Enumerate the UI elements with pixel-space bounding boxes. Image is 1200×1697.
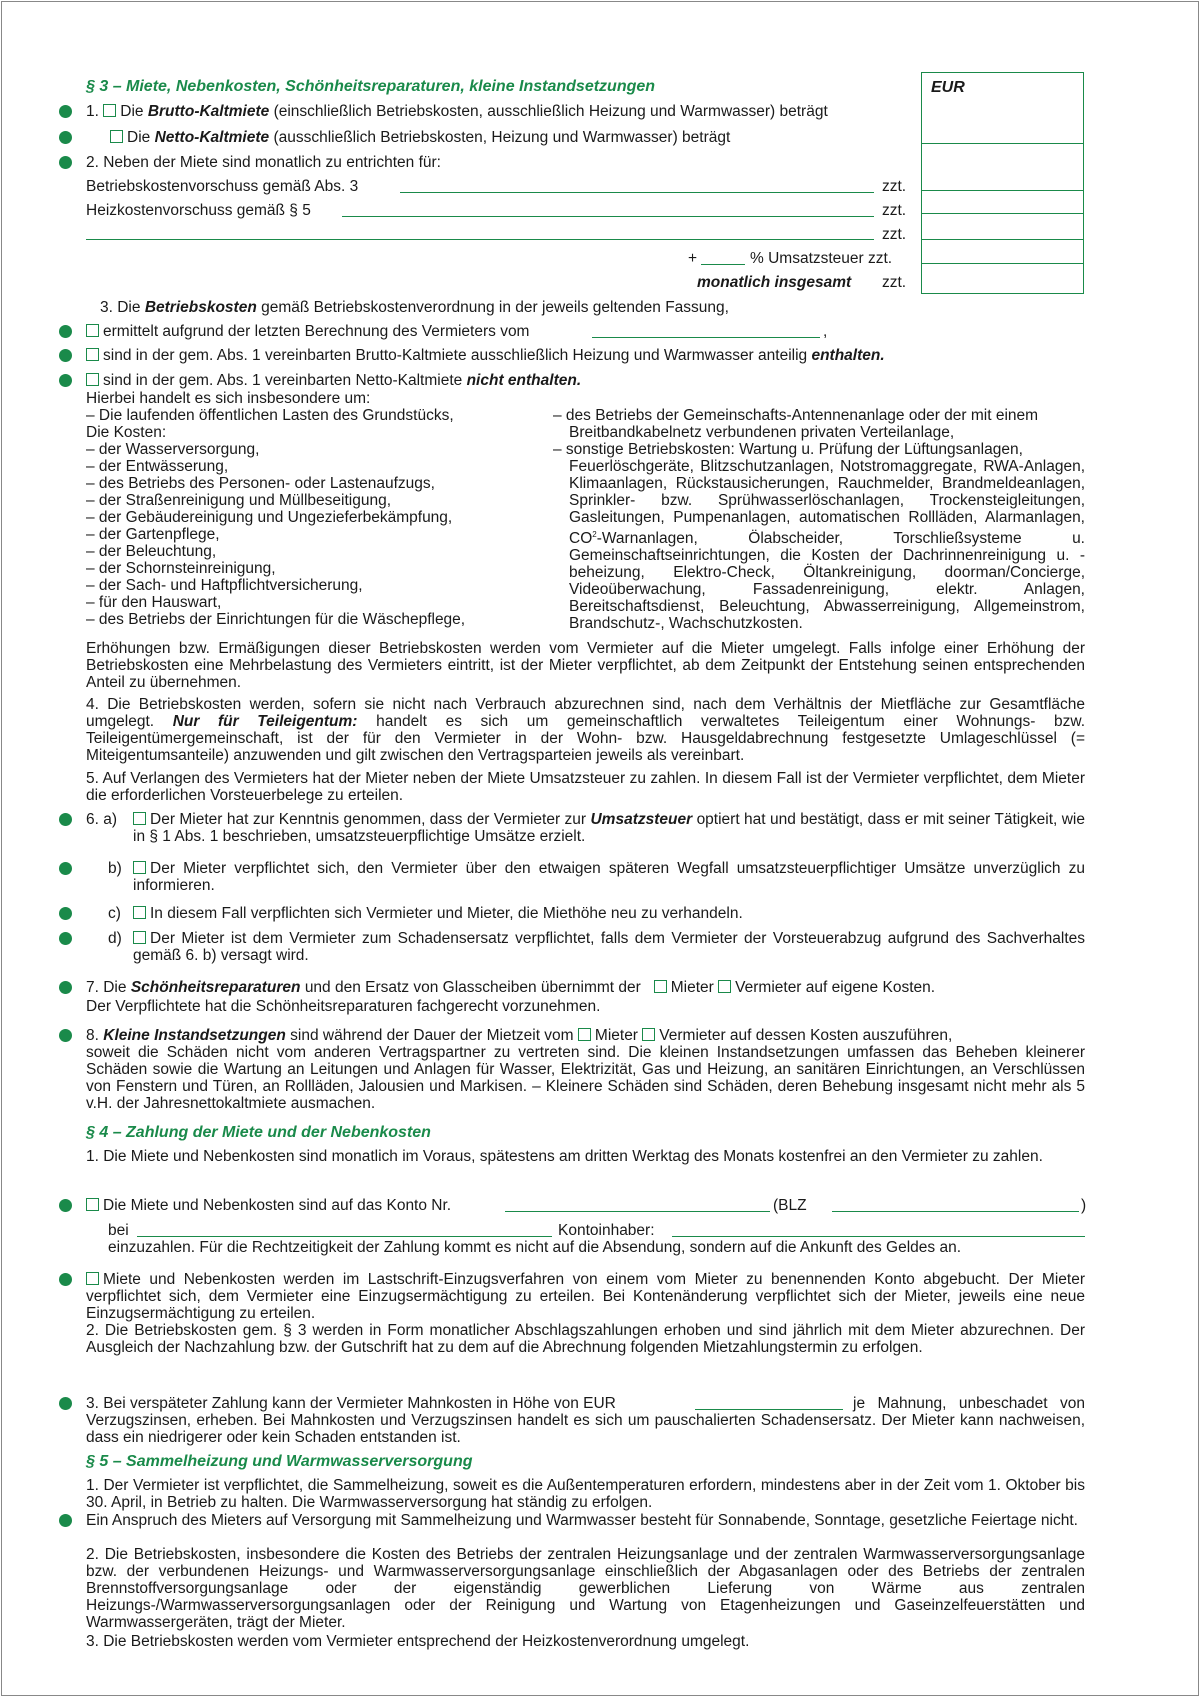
paragraph-8-head: 8. Kleine Instandsetzungen sind während der Dauer der Mietzeit vom Mieter Vermieter auf dessen Kosten auszuführen, [86,1027,953,1044]
marker-dot [59,1397,72,1410]
marker-dot [59,1514,72,1527]
umsatzsteuer-6b-checkbox[interactable] [133,861,146,874]
list-item: – Die laufenden öffentlichen Lasten des Grundstücks, [86,407,454,424]
paragraph-5-1: 1. Der Vermieter ist verpflichtet, die Sammelheizung, soweit es die Außentemperaturen erfordern, mindestens aber in der Zeit vom 1. Oktober bis 30. April, in Betrieb zu halten. Die Warmwasserversorgung hat ständig zu erfolgen. [86,1477,1085,1511]
instandsetzung-vermieter-checkbox[interactable] [642,1028,655,1041]
paragraph-5-2: 2. Die Betriebskosten, insbesondere die Kosten des Betriebs der zentralen Heizungsanlage und der zentralen Warmwasserversorgungsanlage bzw. der verbundenen Heizungs- und Warmwasserversorgungsanlage einschließlich der Abgasanlagen oder des Betriebs der zentralen Brennstoffversorgungsanlage oder der eigenständig gewerblichen Lieferung von Wärme aus zentralen Heizungs-/Warmwasserversorgungsanlagen oder der Reinigung und Wartung von Etagenheizungen und Gaseinzelfeuerstätten und Warmwassergeräten, trägt der Mieter. [86,1546,1085,1631]
section-3-title: § 3 – Miete, Nebenkosten, Schönheitsreparaturen, kleine Instandsetzungen [86,78,656,95]
marker-dot [59,325,72,338]
list-item: – der Entwässerung, [86,458,229,475]
list-item: – der Wasserversorgung, [86,441,260,458]
konto-nr-field[interactable] [505,1211,770,1212]
umsatzsteuer-label: % Umsatzsteuer zzt. [750,250,893,267]
list-item: Feuerlöschgeräte, Blitzschutzanlagen, Notstromaggregate, RWA-Anlagen, Klimaanlagen, Rückstausicherungen, Rauchmelder, Brandmeldeanlagen, Sprinkler- bzw. Sprühwasserlöschanlagen, Trockensteigleitungen, Gasleitungen, Pumpenanlagen, automatischen Rollläden, Alarmanlagen, $CO^2$-Warnanlagen, Ölabscheider, Torschließsysteme u. Gemeinschaftseinrichtungen, die Kosten der Dachrinnenreinigung u. -beheizung, Elektro-Check, Öltankreinigung, doorman/Concierge, Videoüberwachung, Fassadenreinigung, elektr. Anlagen, Bereitschaftsdienst, Beleuchtung, Abwasserreinigung, Allgemeinstrom, Brandschutz-, Wachschutzkosten. [569,458,1085,633]
list-item: – der Gebäudereinigung und Ungezieferbekämpfung, [86,509,453,526]
list-item: – für den Hauswart, [86,594,222,611]
brutto-kaltmiete-label: Brutto-Kaltmiete [147,103,270,120]
list-item: – der Schornsteinreinigung, [86,560,276,577]
paragraph-4-2: 2. Die Betriebskosten gem. § 3 werden in Form monatlicher Abschlagszahlungen erhoben und sind jährlich mit dem Mieter abzurechnen. Der Ausgleich der Nachzahlung bzw. der Gutschrift hat zu dem auf die Abrechnung folgenden Mietzahlungstermin zu erfolgen. [86,1322,1085,1356]
betriebskostenvorschuss-field[interactable] [400,192,874,193]
heizkostenvorschuss-label: Heizkostenvorschuss gemäß § 5 [86,202,311,219]
list-item: – des Betriebs der Gemeinschafts-Antennenanlage oder der mit einem [553,407,1039,424]
list-item: – der Straßenreinigung und Müllbeseitigung, [86,492,392,509]
marker-dot [59,156,72,169]
paragraph-6b: Der Mieter verpflichtet sich, den Vermieter über den etwaigen späteren Wegfall umsatzsteuerpflichtiger Umsätze unverzüglich zu informieren. [133,860,1085,894]
marker-dot [59,1199,72,1212]
marker-dot [59,349,72,362]
marker-dot [59,981,72,994]
marker-dot [59,1273,72,1286]
umsatzsteuer-6d-checkbox[interactable] [133,931,146,944]
marker-dot [59,813,72,826]
paragraph-6d: Der Mieter ist dem Vermieter zum Schadensersatz verpflichtet, falls dem Vermieter der Vorsteuerabzug aufgrund des Sachverhaltes gemäß 6. b) versagt wird. [133,930,1085,964]
marker-dot [59,862,72,875]
betriebskosten-list-right [553,407,1085,632]
section-4-title: § 4 – Zahlung der Miete und der Nebenkosten [86,1124,431,1141]
monatlich-insgesamt-label: monatlich insgesamt [697,274,852,291]
betriebskosten-option-2-checkbox[interactable] [86,348,99,361]
eur-label: EUR [931,79,965,96]
marker-dot [59,1029,72,1042]
umsatzsteuer-percent-field[interactable] [701,264,745,265]
netto-kaltmiete-label: Netto-Kaltmiete [154,129,270,146]
paragraph-3-5: 5. Auf Verlangen des Vermieters hat der Mieter neben der Miete Umsatzsteuer zu zahlen. In diesem Fall ist der Vermieter verpflichtet, dem Mieter die erforderlichen Vorsteuerbelege zu erteilen. [86,770,1085,804]
marker-dot [59,374,72,387]
marker-dot [59,907,72,920]
nebenkosten-intro: 2. Neben der Miete sind monatlich zu entrichten für: [86,154,441,171]
konto-checkbox[interactable] [86,1198,99,1211]
item-number: 1. [86,103,99,120]
eur-amount-box [921,72,1084,294]
list-item: – des Betriebs der Einrichtungen für die Wäschepflege, [86,611,466,628]
list-item: Breitbandkabelnetz verbundenen privaten Verteilanlage, [569,424,955,441]
kontoinhaber-field[interactable] [672,1236,1085,1237]
paragraph-6c: In diesem Fall verpflichten sich Vermieter und Mieter, die Miethöhe neu zu verhandeln. [133,905,743,922]
erhoehung-paragraph: Erhöhungen bzw. Ermäßigungen dieser Betriebskosten werden vom Vermieter auf die Mieter umgelegt. Falls infolge einer Erhöhung der Betriebskosten eine Mehrbelastung des Vermieters eintritt, ist der Mieter verpflichtet, ab dem Zeitpunkt der Entstehung seinen entsprechenden Anteil zu übernehmen. [86,640,1085,691]
heizkostenvorschuss-field[interactable] [342,216,874,217]
betriebskostenvorschuss-label: Betriebskostenvorschuss gemäß Abs. 3 [86,178,359,195]
list-item: – der Beleuchtung, [86,543,217,560]
marker-dot [59,932,72,945]
list-item: – der Sach- und Haftpflichtversicherung, [86,577,363,594]
bank-field[interactable] [137,1236,552,1237]
instandsetzung-mieter-checkbox[interactable] [578,1028,591,1041]
betriebskosten-option-1-checkbox[interactable] [86,324,99,337]
betriebskosten-label: Betriebskosten [144,299,257,316]
umsatzsteuer-6c-checkbox[interactable] [133,906,146,919]
paragraph-6a: Der Mieter hat zur Kenntnis genommen, dass der Vermieter zur Umsatzsteuer optiert hat und bestätigt, dass er mit seiner Tätigkeit, wie in § 1 Abs. 1 beschrieben, umsatzsteuerpflichtige Umsätze erzielt. [133,811,1085,845]
section-5-title: § 5 – Sammelheizung und Warmwasserversorgung [86,1453,473,1470]
list-item: – des Betriebs des Personen- oder Lastenaufzugs, [86,475,435,492]
brutto-checkbox[interactable] [103,104,116,117]
blz-field[interactable] [832,1211,1079,1212]
paragraph-7: 7. Die Schönheitsreparaturen und den Ersatz von Glasscheiben übernimmt der Mieter Vermieter auf eigene Kosten. [86,979,936,996]
paragraph-3-4: 4. Die Betriebskosten werden, sofern sie nicht nach Verbrauch abzurechnen sind, nach dem Verhältnis der Mietfläche zur Gesamtfläche umgelegt. Nur für Teileigentum: handelt es sich um gemeinschaftlich verwaltetes Teileigentum einer Wohnungs- bzw. Teileigentümergemeinschaft, ist der für den Vermieter in der Wohn- bzw. Hausgeldabrechnung festgesetzte Umlageschlüssel (= Miteigentumsanteile) anzuwenden und gilt zwischen den Vertragsparteien jeweils als vereinbart. [86,696,1086,764]
list-item: – der Gartenpflege, [86,526,220,543]
berechnung-date-field[interactable] [592,337,820,338]
hierbei-text: Hierbei handelt es sich insbesondere um: [86,390,371,407]
paragraph-5-3: 3. Die Betriebskosten werden vom Vermieter entsprechend der Heizkostenverordnung umgelegt. [86,1633,750,1650]
marker-dot [59,131,72,144]
betriebskosten-list-left [86,407,546,628]
marker-dot [59,105,72,118]
list-item: Die Kosten: [86,424,167,441]
list-item: – sonstige Betriebskosten: Wartung u. Prüfung der Lüftungsanlagen, [553,441,1023,458]
betriebskosten-option-3-checkbox[interactable] [86,373,99,386]
additional-cost-field[interactable] [86,239,874,240]
paragraph-5-1b: Ein Anspruch des Mieters auf Versorgung mit Sammelheizung und Warmwasser besteht für Sonnabende, Sonntage, gesetzliche Feiertage nicht. [86,1512,1078,1529]
paragraph-8-body: soweit die Schäden nicht vom anderen Vertragspartner zu vertreten sind. Die kleinen Instandsetzungen umfassen das Beheben kleinerer Schäden sowie die Wartung an Leitungen und Anlagen für Wasser, Elektrizität, Gas und Heizung, an sanitären Einrichtungen, an Verschlüssen von Fenstern und Türen, an Rollläden, Jalousien und Markisen. – Kleinere Schäden sind Schäden, deren Behebung insgesamt nicht mehr als 5 v.H. der Jahresnettokaltmiete ausmachen. [86,1044,1085,1112]
schoenheitsrep-mieter-checkbox[interactable] [654,980,667,993]
paragraph-4-1: 1. Die Miete und Nebenkosten sind monatlich im Voraus, spätestens am dritten Werktag des Monats kostenfrei an den Vermieter zu zahlen. [86,1148,1043,1165]
mahnkosten-field[interactable] [695,1409,843,1410]
lastschrift-checkbox[interactable] [86,1272,99,1285]
netto-checkbox[interactable] [110,130,123,143]
schoenheitsrep-vermieter-checkbox[interactable] [718,980,731,993]
lastschrift-paragraph: Miete und Nebenkosten werden im Lastschrift-Einzugsverfahren von einem vom Mieter zu benennenden Konto abgebucht. Der Mieter verpflichtet sich, dem Vermieter eine Einzugsermächtigung zu erteilen. Bei Kontenänderung verpflichtet sich der Mieter, jeweils eine neue Einzugsermächtigung zu erteilen. [86,1271,1085,1322]
umsatzsteuer-6a-checkbox[interactable] [133,812,146,825]
